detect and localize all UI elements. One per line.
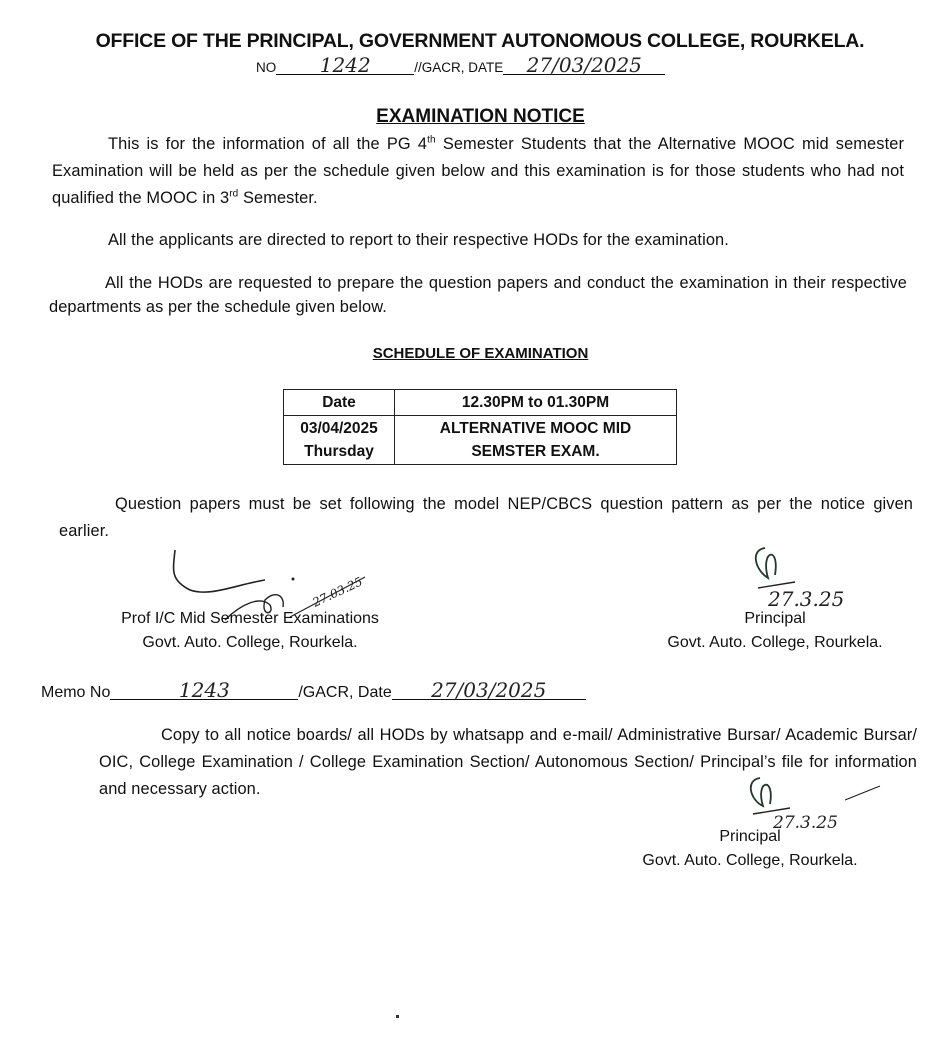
svg-text:27.3.25: 27.3.25 bbox=[768, 587, 845, 610]
exam-name-line2: SEMSTER EXAM. bbox=[471, 443, 600, 460]
schedule-table bbox=[283, 389, 677, 465]
signatory-right-institution: Govt. Auto. College, Rourkela. bbox=[667, 634, 883, 651]
scan-speck bbox=[396, 1015, 399, 1018]
svg-text:27.3.25: 27.3.25 bbox=[773, 813, 838, 832]
signatory-right bbox=[645, 607, 905, 655]
memo-signatory-institution: Govt. Auto. College, Rourkela. bbox=[642, 852, 858, 869]
memo-signatory-designation: Principal bbox=[719, 828, 781, 845]
exam-date-cell bbox=[284, 416, 395, 465]
ref-gacr-label: //GACR, DATE bbox=[414, 60, 504, 75]
question-paper-note: Question papers must be set following the model NEP/CBCS question pattern as per the notice given earlier. bbox=[59, 495, 913, 540]
notice-paragraph-1 bbox=[52, 131, 904, 212]
para1-text-a: This is for the information of all the PG 4 bbox=[108, 135, 428, 153]
column-header-time: 12.30PM to 01.30PM bbox=[395, 390, 677, 416]
table-header-row bbox=[284, 390, 677, 416]
superscript-th: th bbox=[427, 134, 436, 146]
signatory-left-institution: Govt. Auto. College, Rourkela. bbox=[142, 634, 358, 651]
ref-no-value: 1242 bbox=[276, 56, 414, 75]
memo-date-value: 27/03/2025 bbox=[392, 681, 586, 700]
office-title: OFFICE OF THE PRINCIPAL, GOVERNMENT AUTONOMOUS COLLEGE, ROURKELA. bbox=[95, 30, 865, 52]
signatory-left bbox=[100, 607, 400, 655]
memo-signatory bbox=[620, 825, 880, 873]
exam-date: 03/04/2025 bbox=[300, 420, 378, 437]
memo-line bbox=[41, 678, 586, 702]
ref-date-value: 27/03/2025 bbox=[503, 56, 665, 75]
signatory-right-designation: Principal bbox=[744, 610, 806, 627]
svg-text:27.03.25: 27.03.25 bbox=[310, 574, 365, 610]
memo-gacr-label: /GACR, Date bbox=[298, 684, 392, 701]
memo-no-value: 1243 bbox=[110, 681, 298, 700]
exam-name-cell bbox=[395, 416, 677, 465]
signature-principal bbox=[740, 540, 890, 610]
para1-text-c: Semester. bbox=[238, 189, 318, 207]
copy-distribution-text: Copy to all notice boards/ all HODs by whatsapp and e-mail/ Administrative Bursar/ Academic Bursar/ OIC, College Examination / College Examination Section/ Autonomous Section/ Principal’s file for information and necessary action. bbox=[99, 726, 917, 798]
column-header-date: Date bbox=[284, 390, 395, 416]
notice-paragraph-2: All the applicants are directed to report to their respective HODs for the examination. bbox=[108, 231, 729, 249]
exam-day: Thursday bbox=[304, 443, 374, 460]
para1-text-b: Semester Students that the Alternative MOOC mid semester Examination will be held as per the schedule given below and this examination is for those students who had not qualified the MOOC in 3 bbox=[52, 135, 904, 207]
signatory-left-designation: Prof I/C Mid Semester Examinations bbox=[121, 610, 379, 627]
superscript-rd: rd bbox=[229, 188, 239, 200]
notice-heading: EXAMINATION NOTICE bbox=[376, 106, 585, 127]
memo-no-label: Memo No bbox=[41, 684, 111, 701]
exam-name-line1: ALTERNATIVE MOOC MID bbox=[439, 420, 632, 437]
schedule-title: SCHEDULE OF EXAMINATION bbox=[372, 345, 589, 362]
notice-paragraph-3: All the HODs are requested to prepare the question papers and conduct the examination in their respective departments as per the schedule given below. bbox=[49, 274, 907, 316]
table-row bbox=[284, 416, 677, 465]
ref-no-label: NO bbox=[256, 60, 277, 75]
signature-principal-memo bbox=[735, 772, 895, 832]
reference-line bbox=[256, 53, 665, 77]
